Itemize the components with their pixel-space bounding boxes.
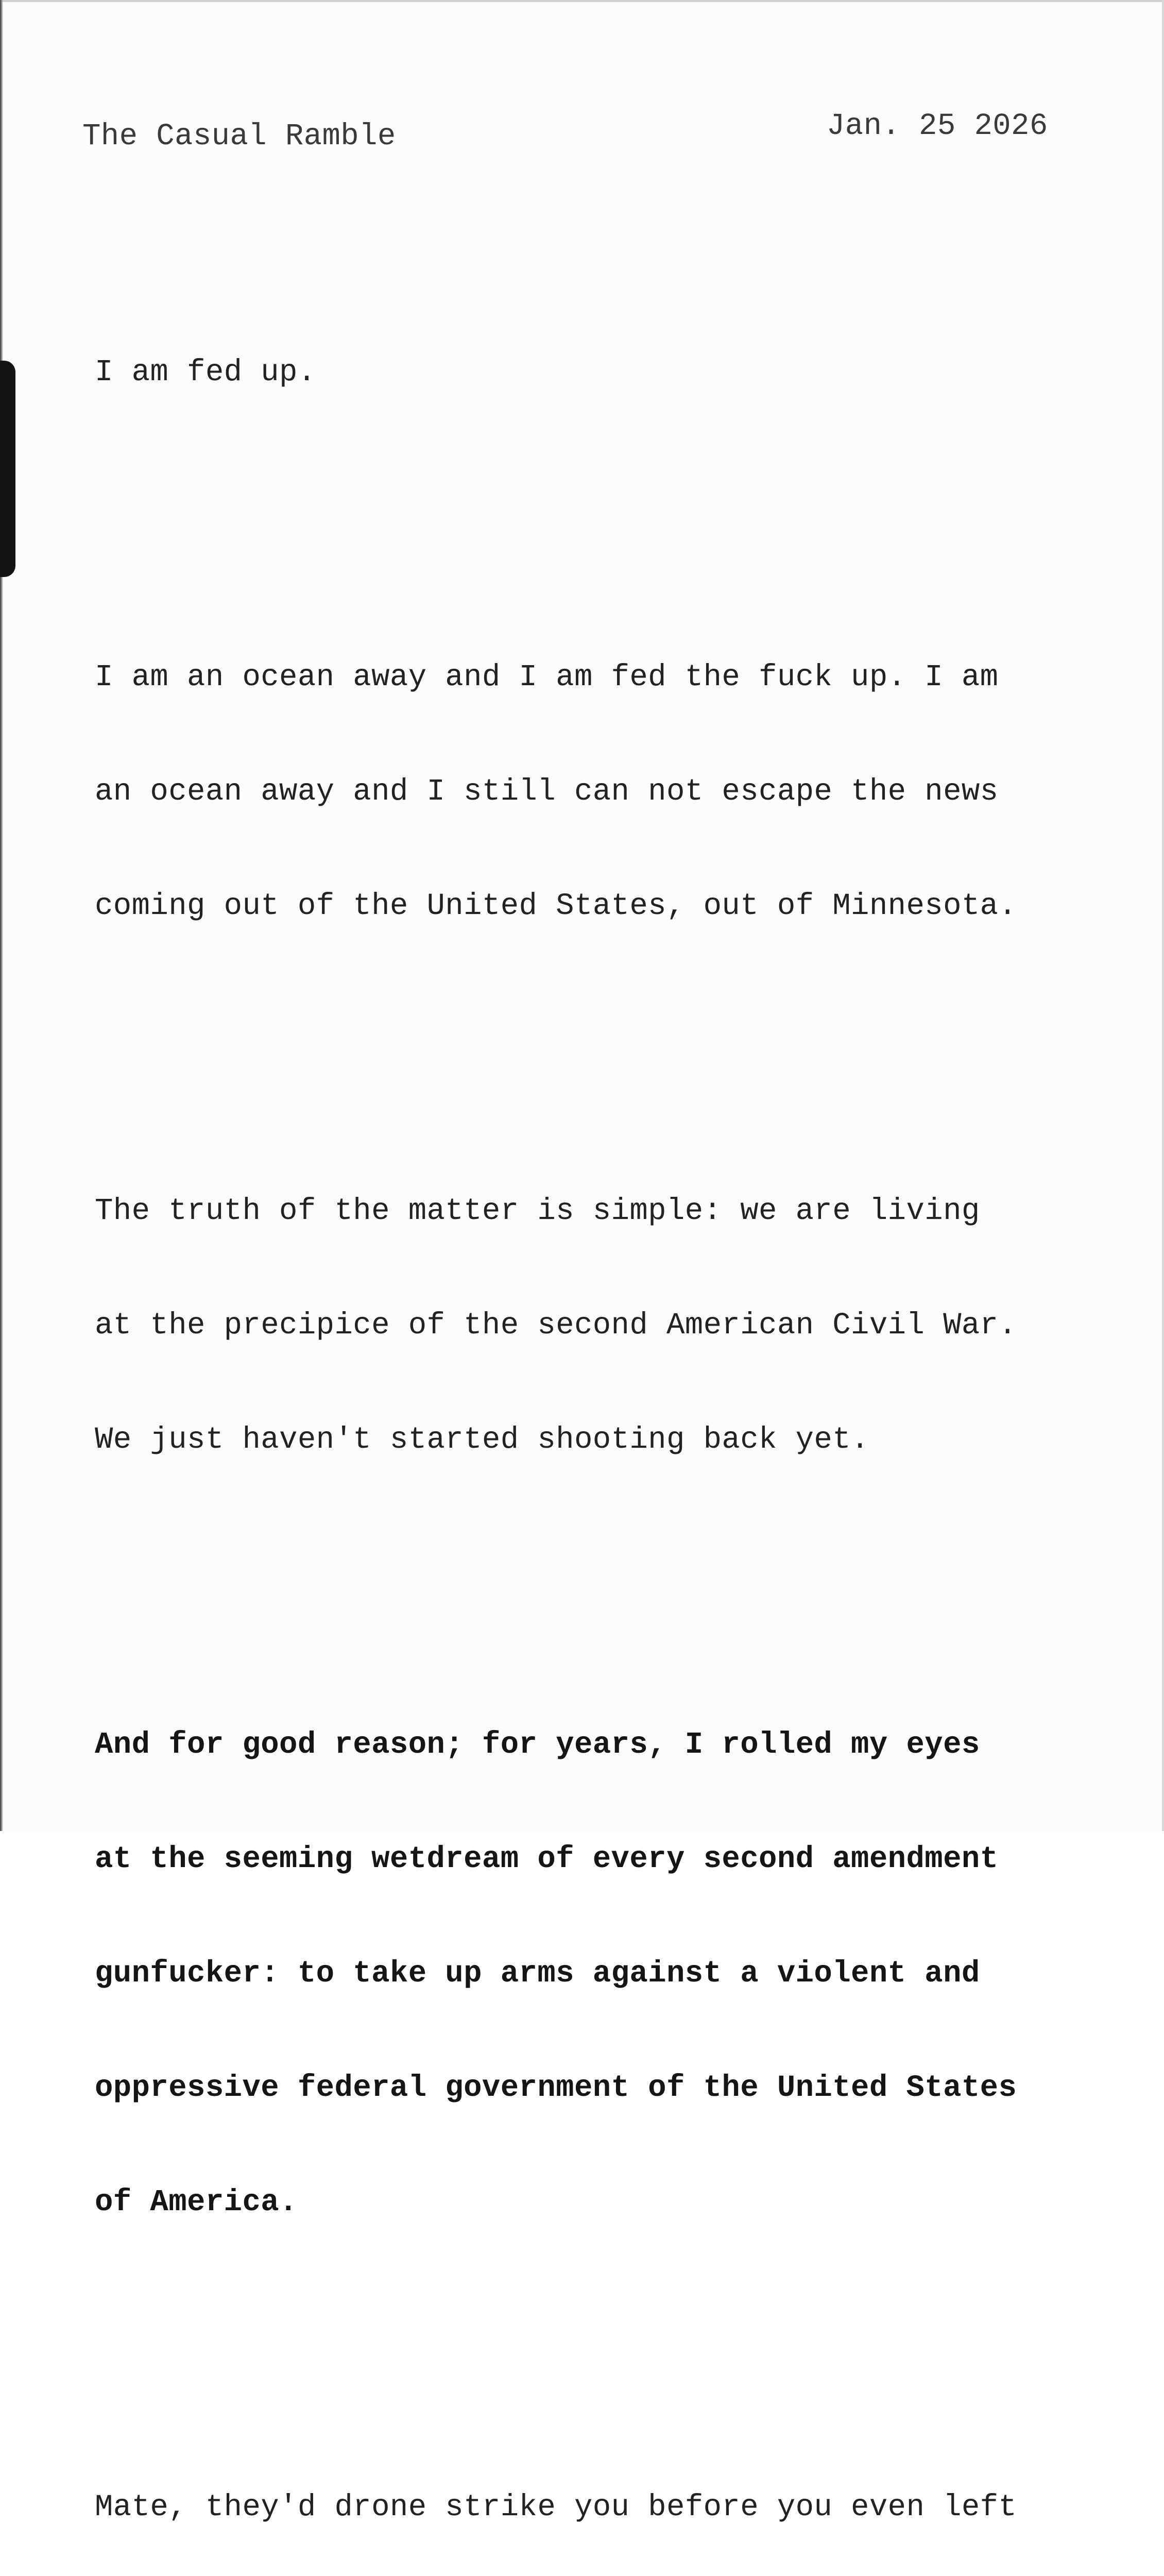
text-line: I am an ocean away and I am fed the fuck up. I am	[95, 660, 999, 694]
paragraph	[95, 277, 1073, 468]
text-line: Mate, they'd drone strike you before you even left	[95, 2490, 1017, 2524]
paragraph	[95, 1116, 1073, 1535]
letter-body	[95, 201, 1073, 2576]
page-date: Jan. 25 2026	[827, 109, 1048, 143]
text-line: I am fed up.	[95, 355, 316, 389]
text-line: oppressive federal government of the United States	[95, 2071, 1017, 2105]
paragraph	[95, 1650, 1073, 2298]
paper-top-edge	[0, 0, 1164, 2]
text-line: at the precipice of the second American Civil War.	[95, 1308, 1017, 1343]
paper-right-edge	[1162, 0, 1164, 1831]
text-line: The truth of the matter is simple: we are living	[95, 1194, 980, 1228]
paragraph	[95, 2412, 1073, 2576]
text-line: We just haven't started shooting back yet.	[95, 1422, 869, 1457]
paragraph	[95, 582, 1073, 1002]
text-line: And for good reason; for years, I rolled my eyes	[95, 1727, 980, 1762]
text-line: of America.	[95, 2185, 298, 2219]
text-line: coming out of the United States, out of Minnesota.	[95, 889, 1017, 923]
binding-shadow	[0, 361, 15, 577]
paper-left-edge	[0, 0, 3, 1831]
text-line: gunfucker: to take up arms against a violent and	[95, 1956, 980, 1991]
text-line: an ocean away and I still can not escape the news	[95, 774, 999, 809]
column-title: The Casual Ramble	[82, 119, 396, 154]
text-line: at the seeming wetdream of every second amendment	[95, 1842, 999, 1876]
